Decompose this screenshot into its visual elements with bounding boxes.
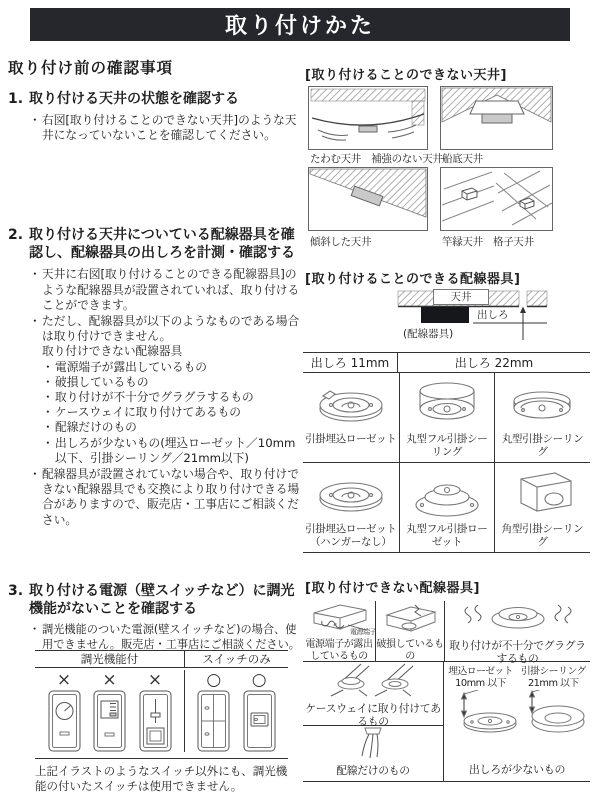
- bad-outlet-subitem: [42, 420, 300, 435]
- ship-bottom-ceiling-label: 船底天井: [442, 153, 483, 165]
- bullet-text: 天井に右図[取り付けることのできる配線器具]のような配線器具が設置されていれば、取り付けることができます。: [42, 267, 300, 312]
- outlet-clearance-diagram: [393, 288, 558, 346]
- section-1-title: 取り付ける天井の状態を確認する: [29, 91, 239, 107]
- bullet-dot: [42, 390, 55, 405]
- outlet-name: 引掛埋込ローゼット（ハンガーなし）: [305, 523, 397, 548]
- outlet-name: 丸型フル引掛ローゼット: [406, 523, 488, 548]
- outlet-name: 引掛埋込ローゼット: [305, 433, 397, 445]
- hook-ceiling-measure: [521, 666, 586, 690]
- exposed-terminal-label: 電源端子が露出しているもの: [305, 639, 373, 662]
- square-hook-ceiling-illustration: [503, 467, 581, 523]
- measure-line: 21mm 以下: [527, 677, 579, 689]
- terminal-callout-label: 電源端子: [350, 628, 376, 636]
- bad-outlet-subitem: [42, 360, 300, 375]
- section-2-number: 2.: [8, 227, 24, 243]
- section-3-title: 取り付ける電源（壁スイッチなど）に調光機能がないことを確認する: [29, 583, 295, 618]
- low-clearance-cell: [444, 662, 590, 782]
- double-rocker-switch-item: [197, 670, 230, 752]
- ok-mark: ○: [251, 670, 267, 690]
- bad-outlet-subitem: [42, 390, 300, 405]
- section-1-heading: [8, 90, 300, 108]
- low-clearance-illustration: [448, 690, 586, 740]
- incompatible-outlets-grid: [303, 601, 590, 783]
- section-3-heading: [8, 582, 300, 618]
- outlet-name: 丸型フル引掛シーリング: [406, 433, 488, 458]
- sloped-ceiling-illustration: [308, 167, 428, 231]
- exposed-terminal-cell: [303, 601, 376, 661]
- bullet-text: 調光機能のついた電源(壁スイッチなど)の場合、使用できません。販売店・工事店にご相談ください。: [42, 623, 300, 651]
- bullet-dot: [29, 113, 42, 143]
- bullet-dot: [42, 360, 55, 375]
- compatible-outlets-table: [303, 352, 590, 553]
- pre-install-check-heading: 取り付け前の確認事項: [8, 59, 174, 77]
- section-1: [8, 90, 300, 144]
- section-2: [8, 226, 300, 528]
- outlet-cell: [303, 373, 399, 462]
- sagging-ceiling-panel: [308, 86, 428, 154]
- caseway-outlet-cell: [303, 662, 443, 729]
- lattice-ceiling-illustration: [440, 167, 553, 231]
- measure-line: 埋込ローゼット: [448, 666, 513, 677]
- outlet-name: 丸型引掛シーリング: [501, 433, 584, 458]
- ng-mark: ×: [102, 670, 117, 690]
- cannot-attach-outlet-heading: [取り付けできない配線器具]: [305, 581, 480, 596]
- bullet-text: ただし、配線器具が以下のようなものである場合は取り付けできません。: [42, 313, 300, 344]
- measure-line: 引掛シーリング: [520, 666, 586, 677]
- sagging-ceiling-illustration: [308, 86, 428, 150]
- cannot-attach-ceiling-heading: [取り付けることのできない天井]: [305, 68, 507, 83]
- ceiling-label: 天井: [433, 289, 489, 305]
- single-rocker-switch-icon: [243, 690, 276, 752]
- bullet-text: 右図[取り付けることのできない天井]のような天井になっていないことを確認してください。: [42, 113, 297, 143]
- wires-only-cell: [303, 726, 443, 781]
- caseway-outlet-label: ケースウェイに取り付けてあるもの: [305, 702, 441, 729]
- switch-compatibility-table: [35, 650, 288, 759]
- damaged-outlet-illustration: [379, 601, 441, 635]
- section-3: [8, 582, 300, 653]
- bullet-dot: [29, 623, 42, 652]
- bullet-dot: [42, 436, 55, 466]
- section-3-bullet: [29, 623, 300, 652]
- outlet-name: 角型引掛シーリング: [501, 523, 584, 548]
- bad-outlet-sublist-heading: 取り付けできない配線器具: [42, 344, 183, 359]
- outlet-label: (配線器具): [403, 328, 454, 340]
- round-hook-ceiling-illustration: [503, 377, 581, 433]
- hook-flush-rosette-illustration: [312, 377, 390, 433]
- sloped-ceiling-label: 傾斜した天井: [310, 236, 372, 248]
- dimmer-switches-column-header: 調光機能付: [35, 651, 185, 667]
- dimmer-knob-switch-icon: [48, 690, 81, 752]
- outlet-cell: [494, 373, 590, 462]
- bullet-text: 出しろが少ないもの(埋込ローゼット／10mm以下、引掛シーリング／21mm以下): [55, 435, 296, 465]
- round-full-hook-ceiling-illustration: [408, 377, 486, 433]
- flush-rosette-measure: [448, 666, 513, 690]
- section-2-heading: [8, 226, 300, 262]
- caseway-outlet-illustration: [313, 662, 433, 698]
- bullet-dot: [29, 267, 42, 313]
- ok-mark: ○: [206, 670, 222, 690]
- left-lower-cells: [303, 662, 444, 782]
- outlet-cell: [399, 373, 495, 462]
- bullet-dot: [42, 405, 55, 420]
- wires-only-label: 配線だけのもの: [336, 764, 410, 777]
- clearance-label: 出しろ: [477, 309, 509, 321]
- slide-dimmer-switch-icon: [93, 690, 126, 752]
- section-3-number: 3.: [8, 583, 24, 599]
- damaged-outlet-cell: [376, 601, 444, 661]
- sloped-ceiling-panel: [308, 167, 428, 235]
- switch-note: 上記イラストのようなスイッチ以外にも、調光機能の付いたスイッチは使用できません。: [35, 764, 288, 793]
- slider-dimmer-switch-item: [139, 670, 172, 752]
- sagging-ceiling-label: たわむ天井 補強のない天井: [310, 153, 443, 165]
- bullet-text: 配線器具が設置されていない場合や、取り付けできない配線器具でも交換により取り付けできる場合がありますので、販売店・工事店にご相談ください。: [42, 467, 300, 527]
- dimmer-knob-switch-item: [48, 670, 81, 752]
- page-title: 取り付けかた: [30, 8, 570, 41]
- damaged-outlet-label: 破損しているもの: [376, 639, 444, 662]
- bullet-text: 電源端子が露出しているもの: [55, 359, 207, 374]
- bullet-text: 取り付けが不十分でグラグラするもの: [55, 390, 254, 404]
- bullet-dot: [29, 314, 42, 344]
- bad-outlet-subitem: [42, 436, 300, 466]
- ng-mark: ×: [56, 670, 72, 690]
- slider-dimmer-switch-icon: [139, 690, 172, 752]
- bullet-text: ケースウェイに取り付けてあるもの: [55, 405, 241, 420]
- double-rocker-switch-icon: [197, 690, 230, 752]
- bullet-text: 配線だけのもの: [55, 420, 137, 435]
- outlet-cell: [399, 463, 495, 552]
- section-1-bullet: [29, 113, 300, 143]
- ng-mark: ×: [147, 670, 163, 690]
- section-2-bullet-3: [29, 467, 300, 528]
- ship-bottom-ceiling-illustration: [440, 86, 553, 150]
- section-2-title: 取り付ける天井についている配線器具を確認し、配線器具の出しろを計測・確認する: [29, 227, 295, 262]
- can-attach-outlet-heading: [取り付けることのできる配線器具]: [305, 272, 521, 287]
- bullet-dot: [42, 375, 55, 390]
- section-2-bullet-1: [29, 267, 300, 313]
- bad-outlet-subitem: [42, 405, 300, 420]
- bullet-dot: [42, 420, 55, 435]
- lattice-ceiling-label: 竿縁天井 格子天井: [442, 236, 534, 248]
- round-full-hook-rosette-illustration: [408, 467, 486, 523]
- loose-outlet-illustration: [452, 601, 584, 635]
- single-rocker-switch-item: [243, 670, 276, 752]
- lattice-ceiling-panel: [440, 167, 553, 235]
- section-2-bullet-2: [29, 314, 300, 344]
- slide-dimmer-switch-item: [93, 670, 126, 752]
- bullet-text: 破損しているもの: [55, 374, 149, 389]
- wires-only-illustration: [348, 726, 398, 760]
- ship-bottom-ceiling-panel: [440, 86, 553, 154]
- bullet-dot: [29, 467, 42, 528]
- section-1-number: 1.: [8, 91, 24, 107]
- plain-switches-column-header: スイッチのみ: [202, 652, 271, 666]
- outlet-cell: [303, 463, 399, 552]
- hook-flush-rosette-no-hanger-illustration: [312, 467, 390, 523]
- clearance-22mm-header: 出しろ 22mm: [454, 356, 534, 370]
- outlet-cell: [494, 463, 590, 552]
- loose-outlet-label: 取り付けが不十分でグラグラするもの: [449, 639, 586, 666]
- clearance-11mm-header: 出しろ 11mm: [303, 353, 398, 372]
- loose-outlet-cell: [444, 601, 590, 666]
- low-clearance-label: 出しろが少ないもの: [468, 763, 566, 776]
- measure-line: 10mm 以下: [455, 677, 506, 689]
- bad-outlet-subitem: [42, 375, 300, 390]
